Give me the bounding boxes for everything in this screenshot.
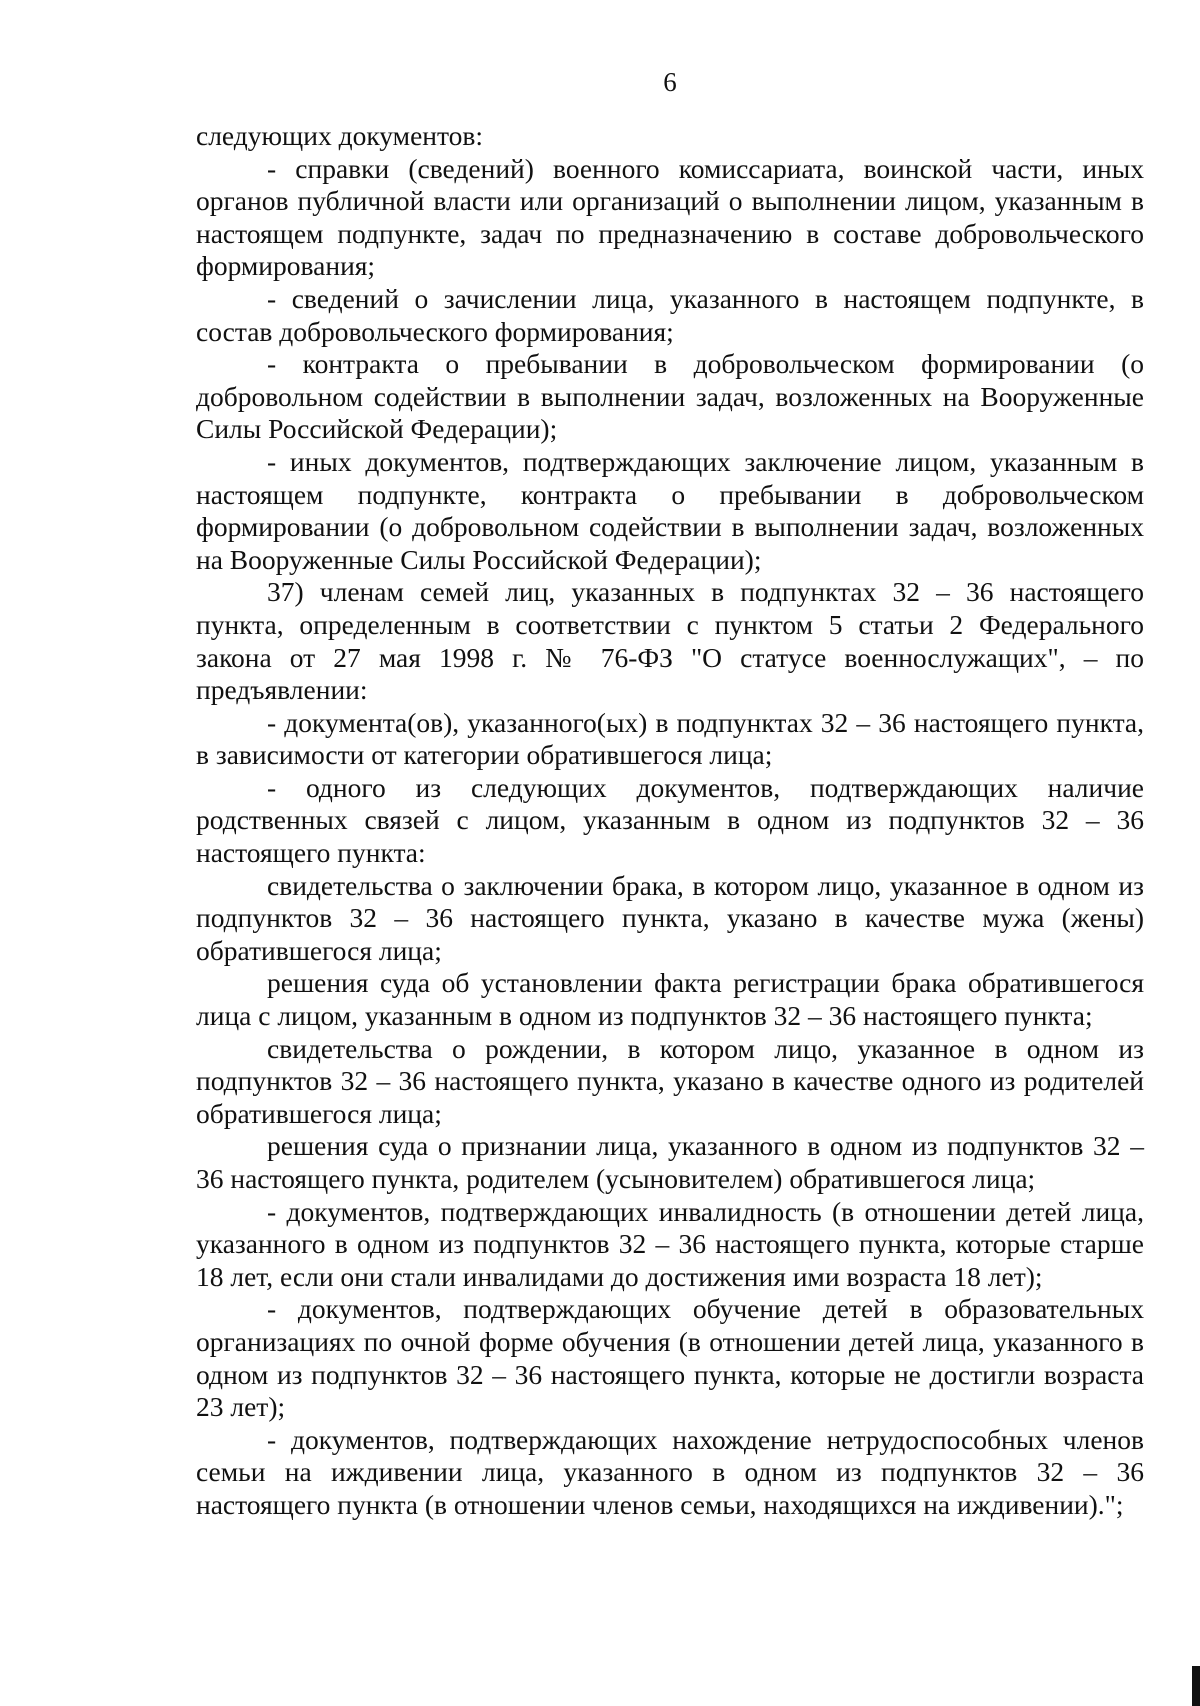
scan-edge-mark (1192, 1666, 1200, 1706)
paragraph: - иных документов, подтверждающих заключение лицом, указанным в настоящем подпункте, контракта о пребывании в добровольческом формировании (о добровольном содействии в выполнении задач, возложенных на Вооруженные Силы Российской Федерации); (196, 445, 1144, 575)
paragraph: решения суда об установлении факта регистрации брака обратившегося лица с лицом, указанным в одном из подпунктов 32 – 36 настоящего пункта; (196, 967, 1144, 1032)
paragraph: - документа(ов), указанного(ых) в подпунктах 32 – 36 настоящего пункта, в зависимости от категории обратившегося лица; (196, 706, 1144, 771)
paragraph: - документов, подтверждающих обучение детей в образовательных организациях по очной форме обучения (в отношении детей лица, указанного в одном из подпунктов 32 – 36 настоящего пункта, которые не достигли возраста 23 лет); (196, 1293, 1144, 1423)
page-number: 6 (663, 67, 677, 97)
paragraph: - одного из следующих документов, подтверждающих наличие родственных связей с лицом, указанным в одном из подпунктов 32 – 36 настоящего пункта: (196, 771, 1144, 869)
document-body (196, 120, 1144, 1522)
paragraph: свидетельства о рождении, в котором лицо, указанное в одном из подпунктов 32 – 36 настоящего пункта, указано в качестве одного из родителей обратившегося лица; (196, 1032, 1144, 1129)
paragraph: свидетельства о заключении брака, в котором лицо, указанное в одном из подпунктов 32 – 36 настоящего пункта, указано в качестве мужа (жены) обратившегося лица; (196, 869, 1144, 966)
paragraph: - документов, подтверждающих инвалидность (в отношении детей лица, указанного в одном из подпунктов 32 – 36 настоящего пункта, которые старше 18 лет, если они стали инвалидами до достижения ими возраста 18 лет); (196, 1195, 1144, 1292)
paragraph: 37) членам семей лиц, указанных в подпунктах 32 – 36 настоящего пункта, определенным в соответствии с пунктом 5 статьи 2 Федерального закона от 27 мая 1998 г. № 76-ФЗ "О статусе военнослужащих", – по предъявлении: (196, 576, 1144, 706)
paragraph: решения суда о признании лица, указанного в одном из подпунктов 32 – 36 настоящего пункта, родителем (усыновителем) обратившегося лица; (196, 1130, 1144, 1194)
paragraph: - справки (сведений) военного комиссариата, воинской части, иных органов публичной власти или организаций о выполнении лицом, указанным в настоящем подпункте, задач по предназначению в составе добровольческого формирования; (196, 152, 1144, 282)
paragraph: - документов, подтверждающих нахождение нетрудоспособных членов семьи на иждивении лица, указанного в одном из подпунктов 32 – 36 настоящего пункта (в отношении членов семьи, находящихся на иждивении)."; (196, 1423, 1144, 1520)
paragraph: - контракта о пребывании в добровольческом формировании (о добровольном содействии в выполнении задач, возложенных на Вооруженные Силы Российской Федерации); (196, 348, 1144, 445)
paragraph: следующих документов: (196, 120, 484, 151)
paragraph: - сведений о зачислении лица, указанного в настоящем подпункте, в состав добровольческого формирования; (196, 282, 1144, 347)
